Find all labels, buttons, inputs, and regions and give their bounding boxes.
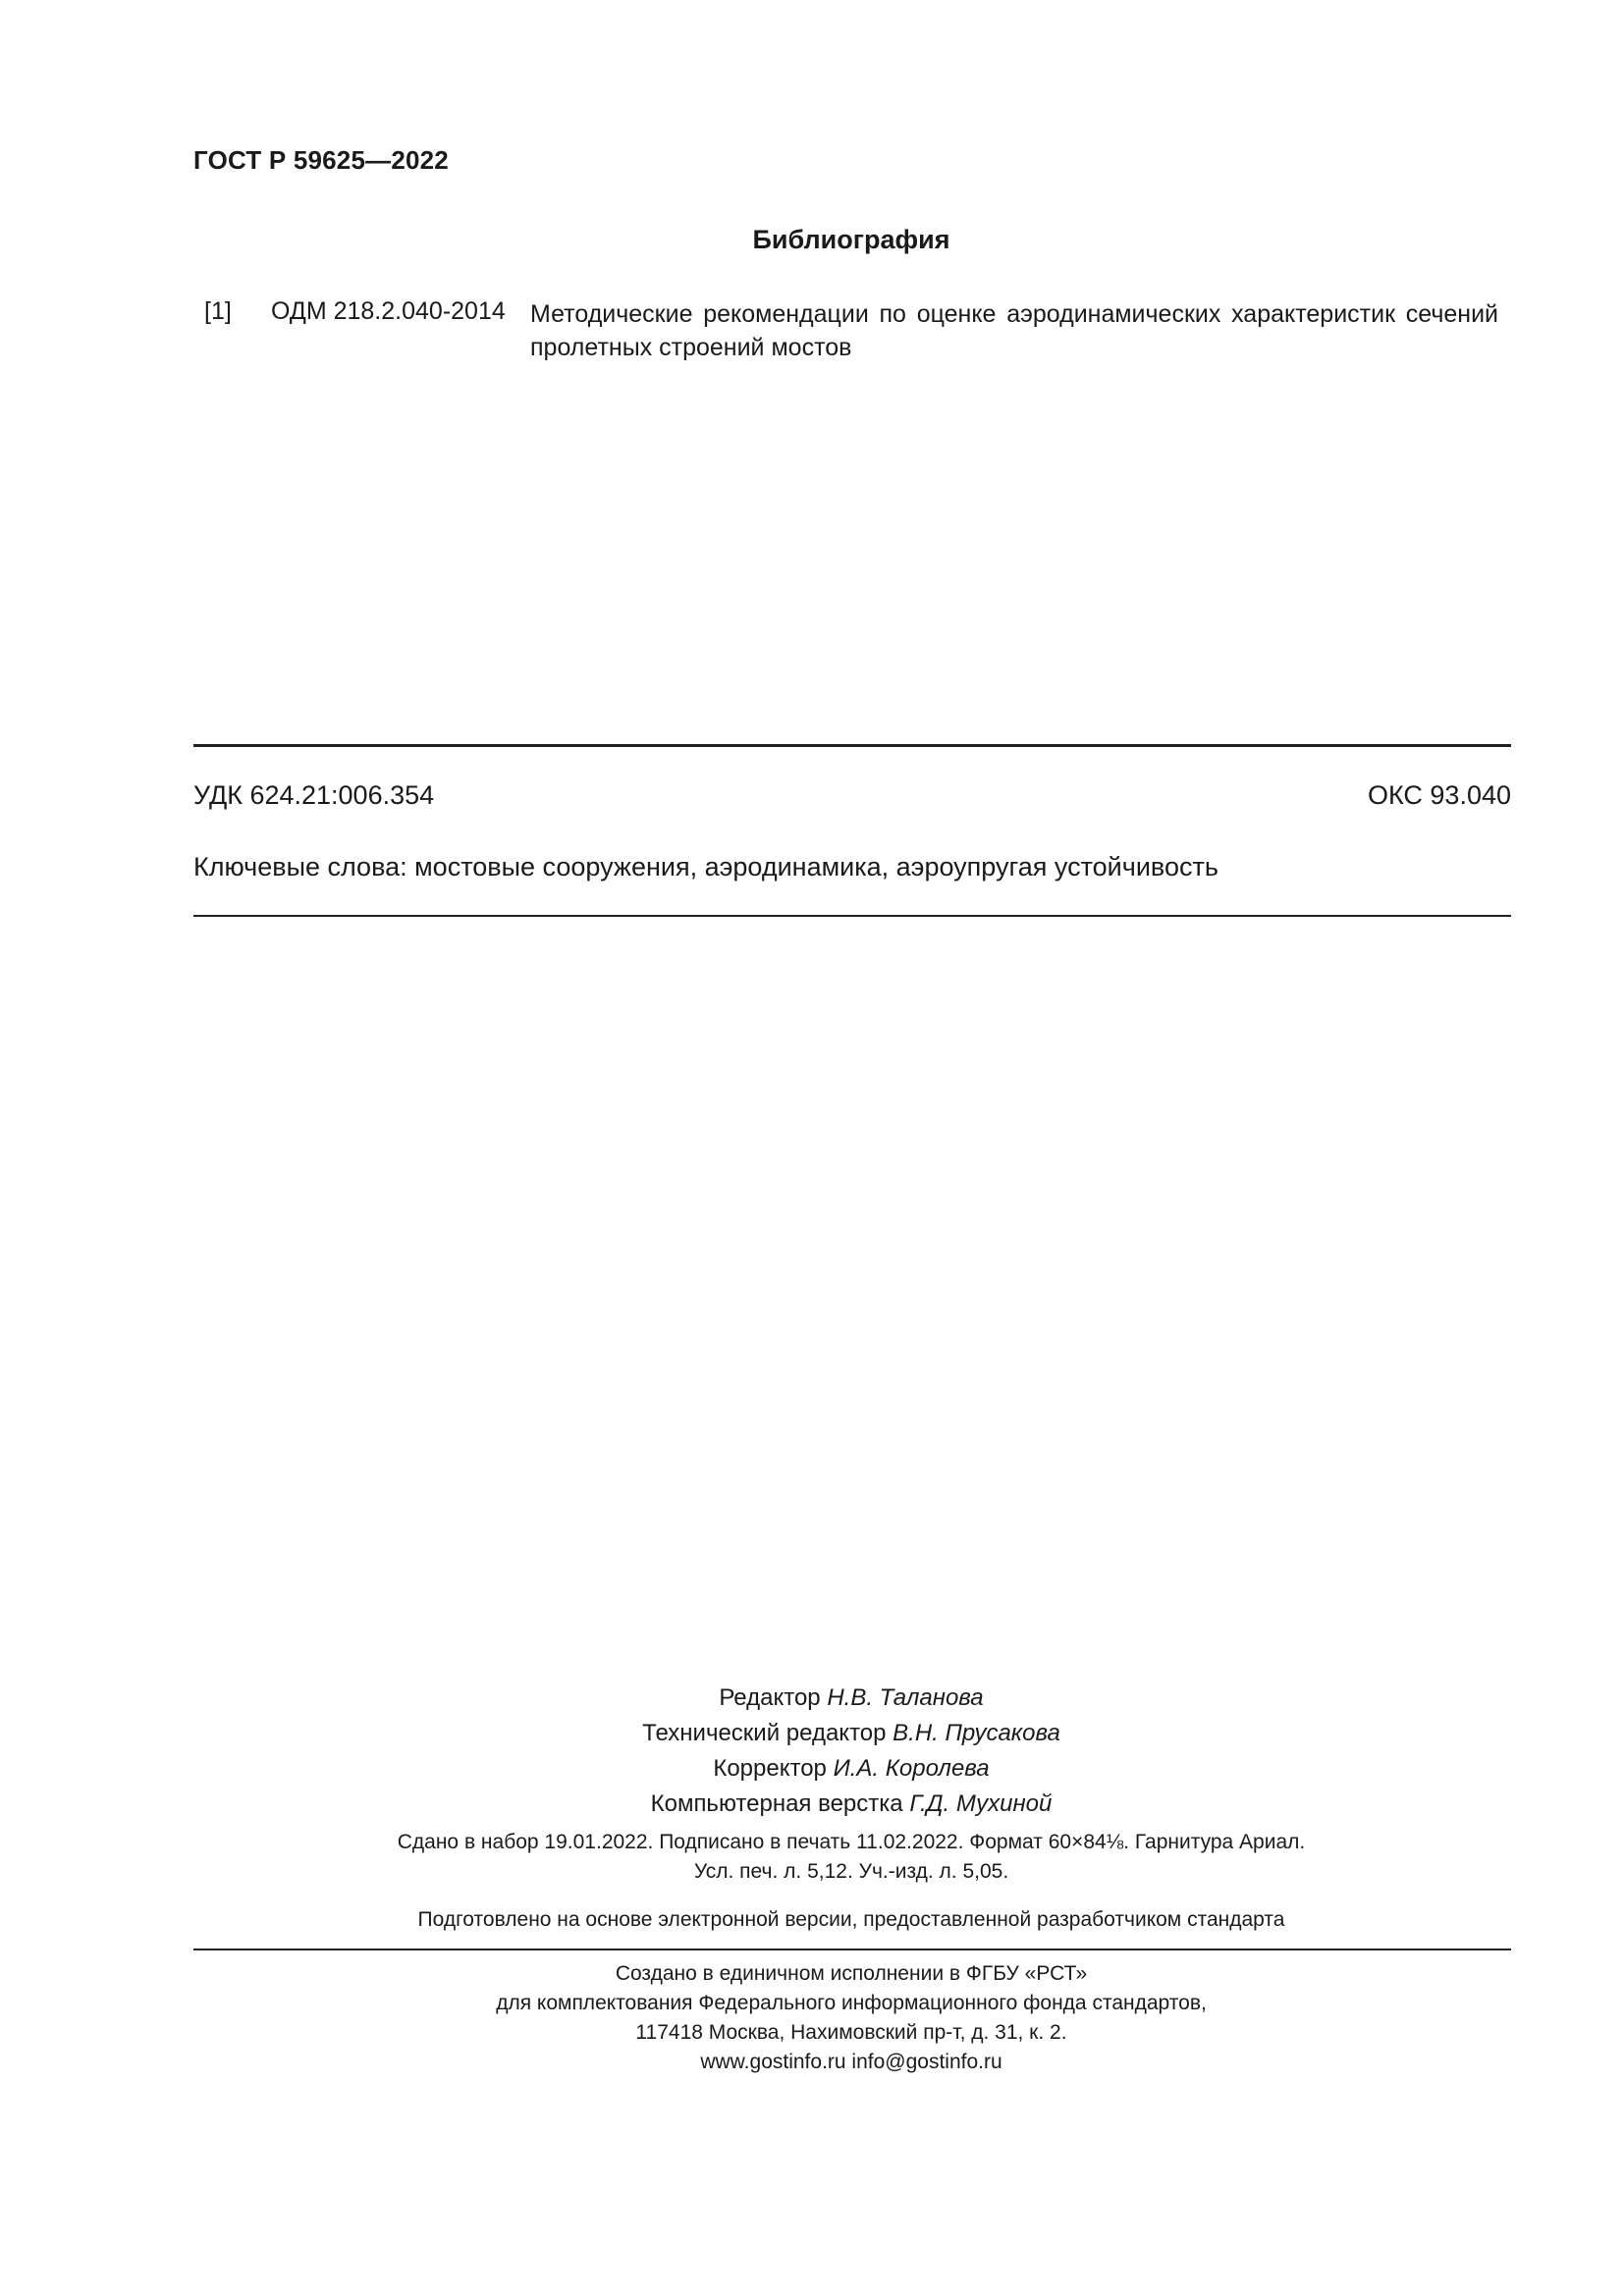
bibliography-entry-number: [1]	[204, 297, 232, 325]
keywords: Ключевые слова: мостовые сооружения, аэродинамика, аэроупругая устойчивость	[193, 852, 1218, 881]
print-info	[0, 1828, 1624, 1887]
credit-role: Компьютерная верстка	[650, 1790, 903, 1817]
print-info-line: Сдано в набор 19.01.2022. Подписано в печать 11.02.2022. Формат 60×84⅛. Гарнитура Ариал.	[397, 1831, 1306, 1853]
footer-line: для комплектования Федерального информационного фонда стандартов,	[496, 1992, 1207, 2014]
credit-person: В.Н. Прусакова	[893, 1720, 1060, 1746]
credit-line	[0, 1681, 1624, 1716]
credit-role: Технический редактор	[642, 1720, 887, 1746]
bibliography-entry-code: ОДМ 218.2.040-2014	[271, 297, 506, 325]
credits-block	[0, 1681, 1624, 1822]
footer-line: Создано в единичном исполнении в ФГБУ «РСТ»	[615, 1962, 1088, 1985]
credit-line	[0, 1787, 1624, 1822]
credit-person: Н.В. Таланова	[827, 1684, 984, 1711]
footer-line: 117418 Москва, Нахимовский пр-т, д. 31, к. 2.	[635, 2021, 1067, 2044]
udk-code: УДК 624.21:006.354	[193, 780, 435, 810]
credit-line	[0, 1716, 1624, 1751]
credit-person: И.А. Королева	[833, 1755, 990, 1782]
document-code: ГОСТ Р 59625—2022	[193, 145, 449, 175]
print-info-line: Усл. печ. л. 5,12. Уч.-изд. л. 5,05.	[693, 1860, 1009, 1883]
divider-footer	[193, 1949, 1511, 1950]
oks-code: ОКС 93.040	[1367, 780, 1511, 810]
prepared-note: Подготовлено на основе электронной версии, предоставленной разработчиком стандарта	[417, 1908, 1285, 1931]
credit-role: Редактор	[719, 1684, 821, 1711]
bibliography-title: Библиография	[752, 225, 950, 254]
credit-line	[0, 1751, 1624, 1787]
divider-top	[193, 744, 1511, 747]
footer-line: www.gostinfo.ru info@gostinfo.ru	[700, 2051, 1002, 2073]
bibliography-entry-text: Методические рекомендации по оценке аэродинамических характеристик сечений пролетных строений мостов	[530, 300, 1498, 361]
divider-keywords	[193, 915, 1511, 917]
credit-person: Г.Д. Мухиной	[909, 1790, 1053, 1817]
credit-role: Корректор	[713, 1755, 827, 1782]
publisher-footer	[0, 1959, 1624, 2077]
